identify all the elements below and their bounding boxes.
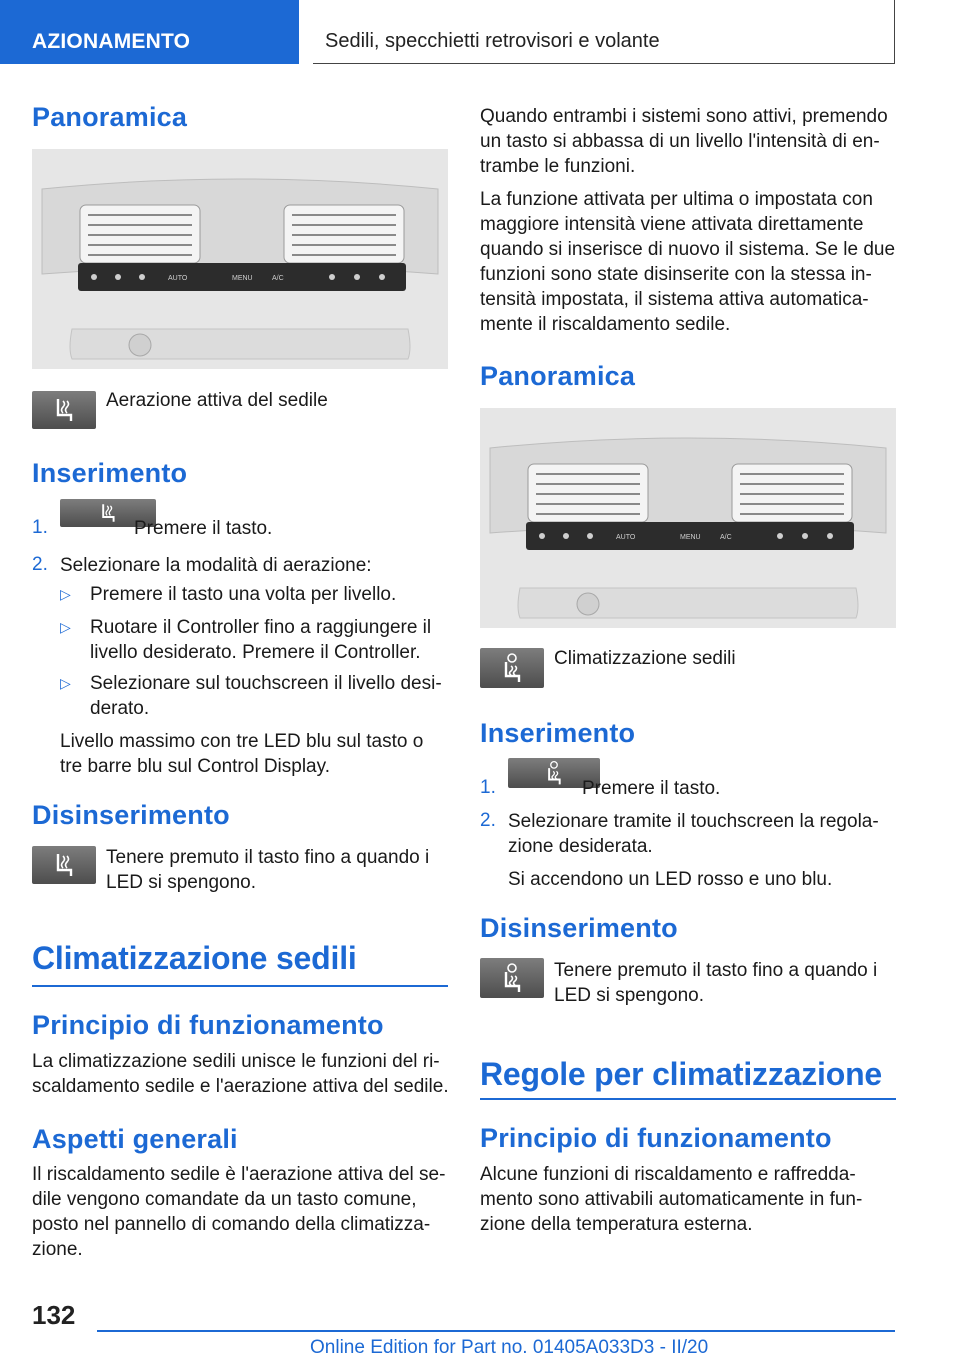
bullet-text: derato. (90, 698, 150, 719)
aspetti-text: dile vengono comandate da un tasto comune, (32, 1189, 417, 1210)
heading-panoramica: Panoramica (32, 102, 188, 132)
climate-panel-photo (32, 149, 448, 369)
triangle-bullet-icon: ▷ (60, 675, 71, 691)
step2-text: Selezionare la modalità di aerazione: (60, 555, 372, 576)
step-number: 1. (32, 517, 48, 538)
principio-text: mento sono attivabili automaticamente in fun‐ (480, 1189, 863, 1210)
step2-text: zione desiderata. (508, 836, 653, 857)
triangle-bullet-icon: ▷ (60, 619, 71, 635)
para2-text: mente il riscaldamento sedile. (480, 314, 731, 335)
menu-label: MENU (232, 275, 253, 282)
chapter-title: Sedili, specchietti retrovisori e volante (313, 0, 895, 64)
level-text: tre barre blu sul Control Display. (60, 756, 330, 777)
principio-text: zione della temperatura esterna. (480, 1214, 753, 1235)
heading-regole-climatizzazione: Regole per climatizzazione (480, 1056, 883, 1092)
step1-text: Premere il tasto. (134, 518, 273, 539)
bullet-text: Ruotare il Controller fino a raggiungere il (90, 617, 432, 638)
heading-principio: Principio di funzionamento (32, 1010, 384, 1040)
footer-rule (97, 1330, 895, 1332)
level-text: Livello massimo con tre LED blu sul tasto o (60, 731, 424, 752)
seat-ventilation-icon (32, 391, 96, 429)
aspetti-text: posto nel pannello di comando della climatizza‐ (32, 1214, 431, 1235)
step-number: 2. (480, 810, 496, 831)
seat-climate-icon (480, 958, 544, 998)
heading-climatizzazione-sedili: Climatizzazione sedili (32, 940, 357, 976)
step2-text: Si accendono un LED rosso e uno blu. (508, 869, 833, 890)
ac-label: A/C (720, 534, 732, 541)
bullet-text: Selezionare sul touchscreen il livello desi‐ (90, 673, 442, 694)
dis-text: LED si spengono. (106, 872, 256, 893)
heading-principio: Principio di funzionamento (480, 1123, 832, 1153)
heading-aspetti-generali: Aspetti generali (32, 1124, 238, 1154)
climate-panel-illustration (32, 149, 448, 369)
footer-edition: Online Edition for Part no. 01405A033D3 - II/20 (310, 1337, 709, 1358)
heading-rule (32, 985, 448, 987)
step-number: 2. (32, 554, 48, 575)
principio-text: La climatizzazione sedili unisce le funzioni del ri‐ (32, 1051, 440, 1072)
caption-aerazione: Aerazione attiva del sedile (106, 390, 328, 411)
aspetti-text: Il riscaldamento sedile è l'aerazione attiva del se‐ (32, 1164, 446, 1185)
dis-text: LED si spengono. (554, 985, 704, 1006)
heading-inserimento: Inserimento (480, 718, 636, 748)
intro-text: un tasto si abbassa di un livello l'intensità di en‐ (480, 131, 880, 152)
aspetti-text: zione. (32, 1239, 83, 1260)
heading-disinserimento: Disinserimento (480, 913, 678, 943)
para2-text: La funzione attivata per ultima o impostata con (480, 189, 873, 210)
caption-climatizzazione: Climatizzazione sedili (554, 648, 736, 669)
heading-panoramica: Panoramica (480, 361, 636, 391)
bullet-text: Premere il tasto una volta per livello. (90, 584, 397, 605)
section-tab: AZIONAMENTO (0, 0, 299, 64)
step-number: 1. (480, 777, 496, 798)
seat-ventilation-icon (32, 846, 96, 884)
heading-inserimento: Inserimento (32, 458, 188, 488)
auto-label: AUTO (616, 534, 636, 541)
triangle-bullet-icon: ▷ (60, 586, 71, 602)
climate-panel-photo (480, 408, 896, 628)
seat-climate-icon (480, 648, 544, 688)
menu-label: MENU (680, 534, 701, 541)
heading-rule (480, 1098, 896, 1100)
dis-text: Tenere premuto il tasto fino a quando i (554, 960, 878, 981)
para2-text: quando si inserisce di nuovo il sistema. Se le due (480, 239, 896, 260)
intro-text: trambe le funzioni. (480, 156, 636, 177)
ac-label: A/C (272, 275, 284, 282)
dis-text: Tenere premuto il tasto fino a quando i (106, 847, 430, 868)
para2-text: funzioni sono state disinserite con la stessa in‐ (480, 264, 872, 285)
step1-text: Premere il tasto. (582, 778, 721, 799)
para2-text: tensità impostata, il sistema attiva automatica‐ (480, 289, 869, 310)
climate-panel-illustration (480, 408, 896, 628)
intro-text: Quando entrambi i sistemi sono attivi, premendo (480, 106, 888, 127)
principio-text: scaldamento sedile e l'aerazione attiva del sedile. (32, 1076, 449, 1097)
auto-label: AUTO (168, 275, 188, 282)
para2-text: maggiore intensità viene attivata direttamente (480, 214, 864, 235)
heading-disinserimento: Disinserimento (32, 800, 230, 830)
bullet-text: livello desiderato. Premere il Controller. (90, 642, 421, 663)
principio-text: Alcune funzioni di riscaldamento e raffredda‐ (480, 1164, 856, 1185)
step2-text: Selezionare tramite il touchscreen la regola‐ (508, 811, 879, 832)
page-number: 132 (32, 1300, 76, 1330)
